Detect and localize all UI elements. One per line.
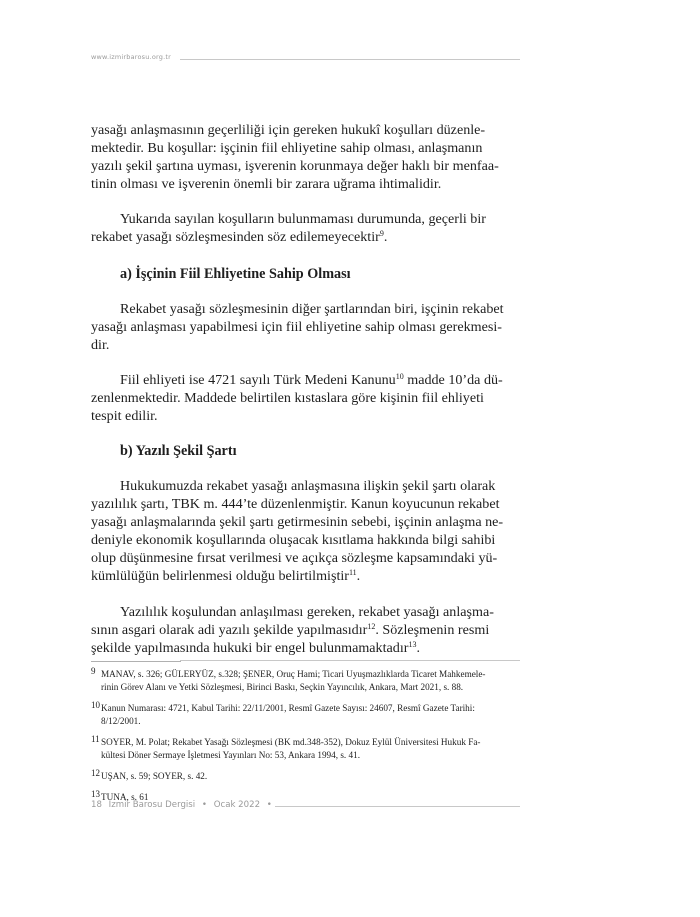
p2-line-2: rekabet yasağı sözleşmesinden söz edilemeyecektir (91, 229, 380, 245)
journal-name: İzmir Barosu Dergisi (108, 800, 196, 810)
p4-line-1-end: madde 10’da dü- (403, 372, 503, 388)
paragraph-5 (91, 477, 519, 585)
paragraph-6 (91, 603, 519, 657)
footnote-ref-13[interactable]: 13 (408, 640, 417, 649)
footnote-line: rinin Görev Alanı ve Yetki Sözleşmesi, Birinci Baskı, Seçkin Yayıncılık, Ankara, Mart 2021, s. 88. (101, 682, 464, 692)
p6-line-2-end: . Sözleşmenin resmi (375, 622, 490, 638)
footnote-number: 10 (91, 700, 100, 710)
p4-line-3: tespit edilir. (91, 408, 158, 424)
p4-line-2: zenlenmektedir. Maddede belirtilen kıstaslara göre kişinin fiil ehliyeti (91, 390, 484, 406)
footnote-line: MANAV, s. 326; GÜLERYÜZ, s.328; ŞENER, Oruç Hami; Ticari Uyuşmazlıklarda Ticaret Mahkemele- (101, 669, 486, 679)
footnote-line: 8/12/2001. (101, 716, 141, 726)
p3-line-2: yasağı anlaşması yapabilmesi için fiil ehliyetine sahip olması gerekmesi- (91, 319, 502, 335)
footer-bullet: • (201, 800, 207, 810)
p1-line-4: tinin olması ve işverenin önemli bir zarara uğrama ihtimalidir. (91, 176, 442, 192)
footnote-line: Kanun Numarası: 4721, Kabul Tarihi: 22/11/2001, Resmî Gazete Sayısı: 24607, Resmî Gazete Tarihi: (101, 703, 475, 713)
p6-line-1: Yazılılık koşulundan anlaşılması gereken, rekabet yasağı anlaşma- (120, 604, 494, 620)
footnote-9 (91, 668, 521, 694)
p2-line-1: Yukarıda sayılan koşulların bulunmaması durumunda, geçerli bir (120, 211, 486, 227)
paragraph-3 (91, 300, 519, 354)
section-heading-a (91, 265, 519, 283)
p6-line-2: sının asgari olarak adi yazılı şekilde yapılmasıdır (91, 622, 368, 638)
p1-line-1: yasağı anlaşmasının geçerliliği için gereken hukukî koşulları düzenle- (91, 122, 486, 138)
paragraph-2 (91, 210, 519, 246)
p4-line-1: Fiil ehliyeti ise 4721 sayılı Türk Medeni Kanunu (120, 372, 396, 388)
footnote-number: 13 (91, 789, 100, 799)
section-heading-b (91, 442, 519, 460)
footnote-number: 9 (91, 666, 96, 676)
footnote-ref-10[interactable]: 10 (395, 372, 404, 381)
footnote-12 (91, 770, 521, 783)
footnotes (91, 668, 521, 812)
footnote-11 (91, 736, 521, 762)
p1-line-2: mektedir. Bu koşullar: işçinin fiil ehliyetine sahip olması, anlaşmanın (91, 140, 483, 156)
footnote-line: TUNA, s. 61 (101, 792, 149, 802)
header-url[interactable]: www.izmirbarosu.org.tr (91, 53, 171, 61)
footnote-number: 12 (91, 768, 100, 778)
p5-line-4: deniyle ekonomik koşullarında oluşacak kısıtlama hakkında bilgi sahibi (91, 532, 496, 548)
p6-line-3-end: . (416, 640, 420, 656)
p5-line-5: olup düşünmesine fırsat verilmesi ve açıkça sözleşme kapsamındaki yü- (91, 550, 498, 566)
heading-a-text: a) İşçinin Fiil Ehliyetine Sahip Olması (120, 266, 351, 282)
p6-line-3: şekilde yapılmasında hukuki bir engel bulunmamaktadır (91, 640, 409, 656)
paragraph-4 (91, 371, 519, 425)
footnote-10 (91, 702, 521, 728)
footer-bullet-end: • (266, 800, 272, 810)
footnote-line: UŞAN, s. 59; SOYER, s. 42. (101, 771, 208, 781)
footnote-separator-right (180, 660, 520, 661)
heading-b-text: b) Yazılı Şekil Şartı (120, 443, 237, 459)
p1-line-3: yazılı şekil şartına uyması, işverenin korunmaya değer haklı bir menfaa- (91, 158, 499, 174)
page-number: 18 (91, 800, 102, 810)
footnote-number: 11 (91, 734, 100, 744)
footer-rule (275, 806, 520, 807)
p5-line-6-end: . (356, 568, 361, 584)
footnote-ref-9[interactable]: 9 (379, 229, 384, 238)
p2-line-2-end: . (383, 229, 388, 245)
header-rule (180, 59, 520, 60)
p5-line-6: kümlülüğün belirlenmesi olduğu belirtilmiştir (91, 568, 349, 584)
footnote-separator (91, 661, 181, 662)
p3-line-3: dir. (91, 337, 110, 353)
p3-line-1: Rekabet yasağı sözleşmesinin diğer şartlarından biri, işçinin rekabet (120, 301, 504, 317)
issue-date: Ocak 2022 (213, 800, 261, 810)
paragraph-1 (91, 121, 519, 193)
p5-line-2: yazılılık şartı, TBK m. 444’te düzenlenmiştir. Kanun koyucunun rekabet (91, 496, 500, 512)
footnote-line: kültesi Döner Sermaye İşletmesi Yayınları No: 53, Ankara 1994, s. 41. (101, 750, 360, 760)
footnote-ref-12[interactable]: 12 (367, 622, 376, 631)
footnote-ref-11[interactable]: 11 (348, 568, 357, 577)
footnote-line: SOYER, M. Polat; Rekabet Yasağı Sözleşmesi (BK md.348-352), Dokuz Eylül Üniversitesi Hukuk Fa- (101, 737, 481, 747)
p5-line-3: yasağı anlaşmalarında şekil şartı getirmesinin sebebi, işçinin anlaşma ne- (91, 514, 504, 530)
p5-line-1: Hukukumuzda rekabet yasağı anlaşmasına ilişkin şekil şartı olarak (120, 478, 496, 494)
page-footer (91, 800, 276, 810)
